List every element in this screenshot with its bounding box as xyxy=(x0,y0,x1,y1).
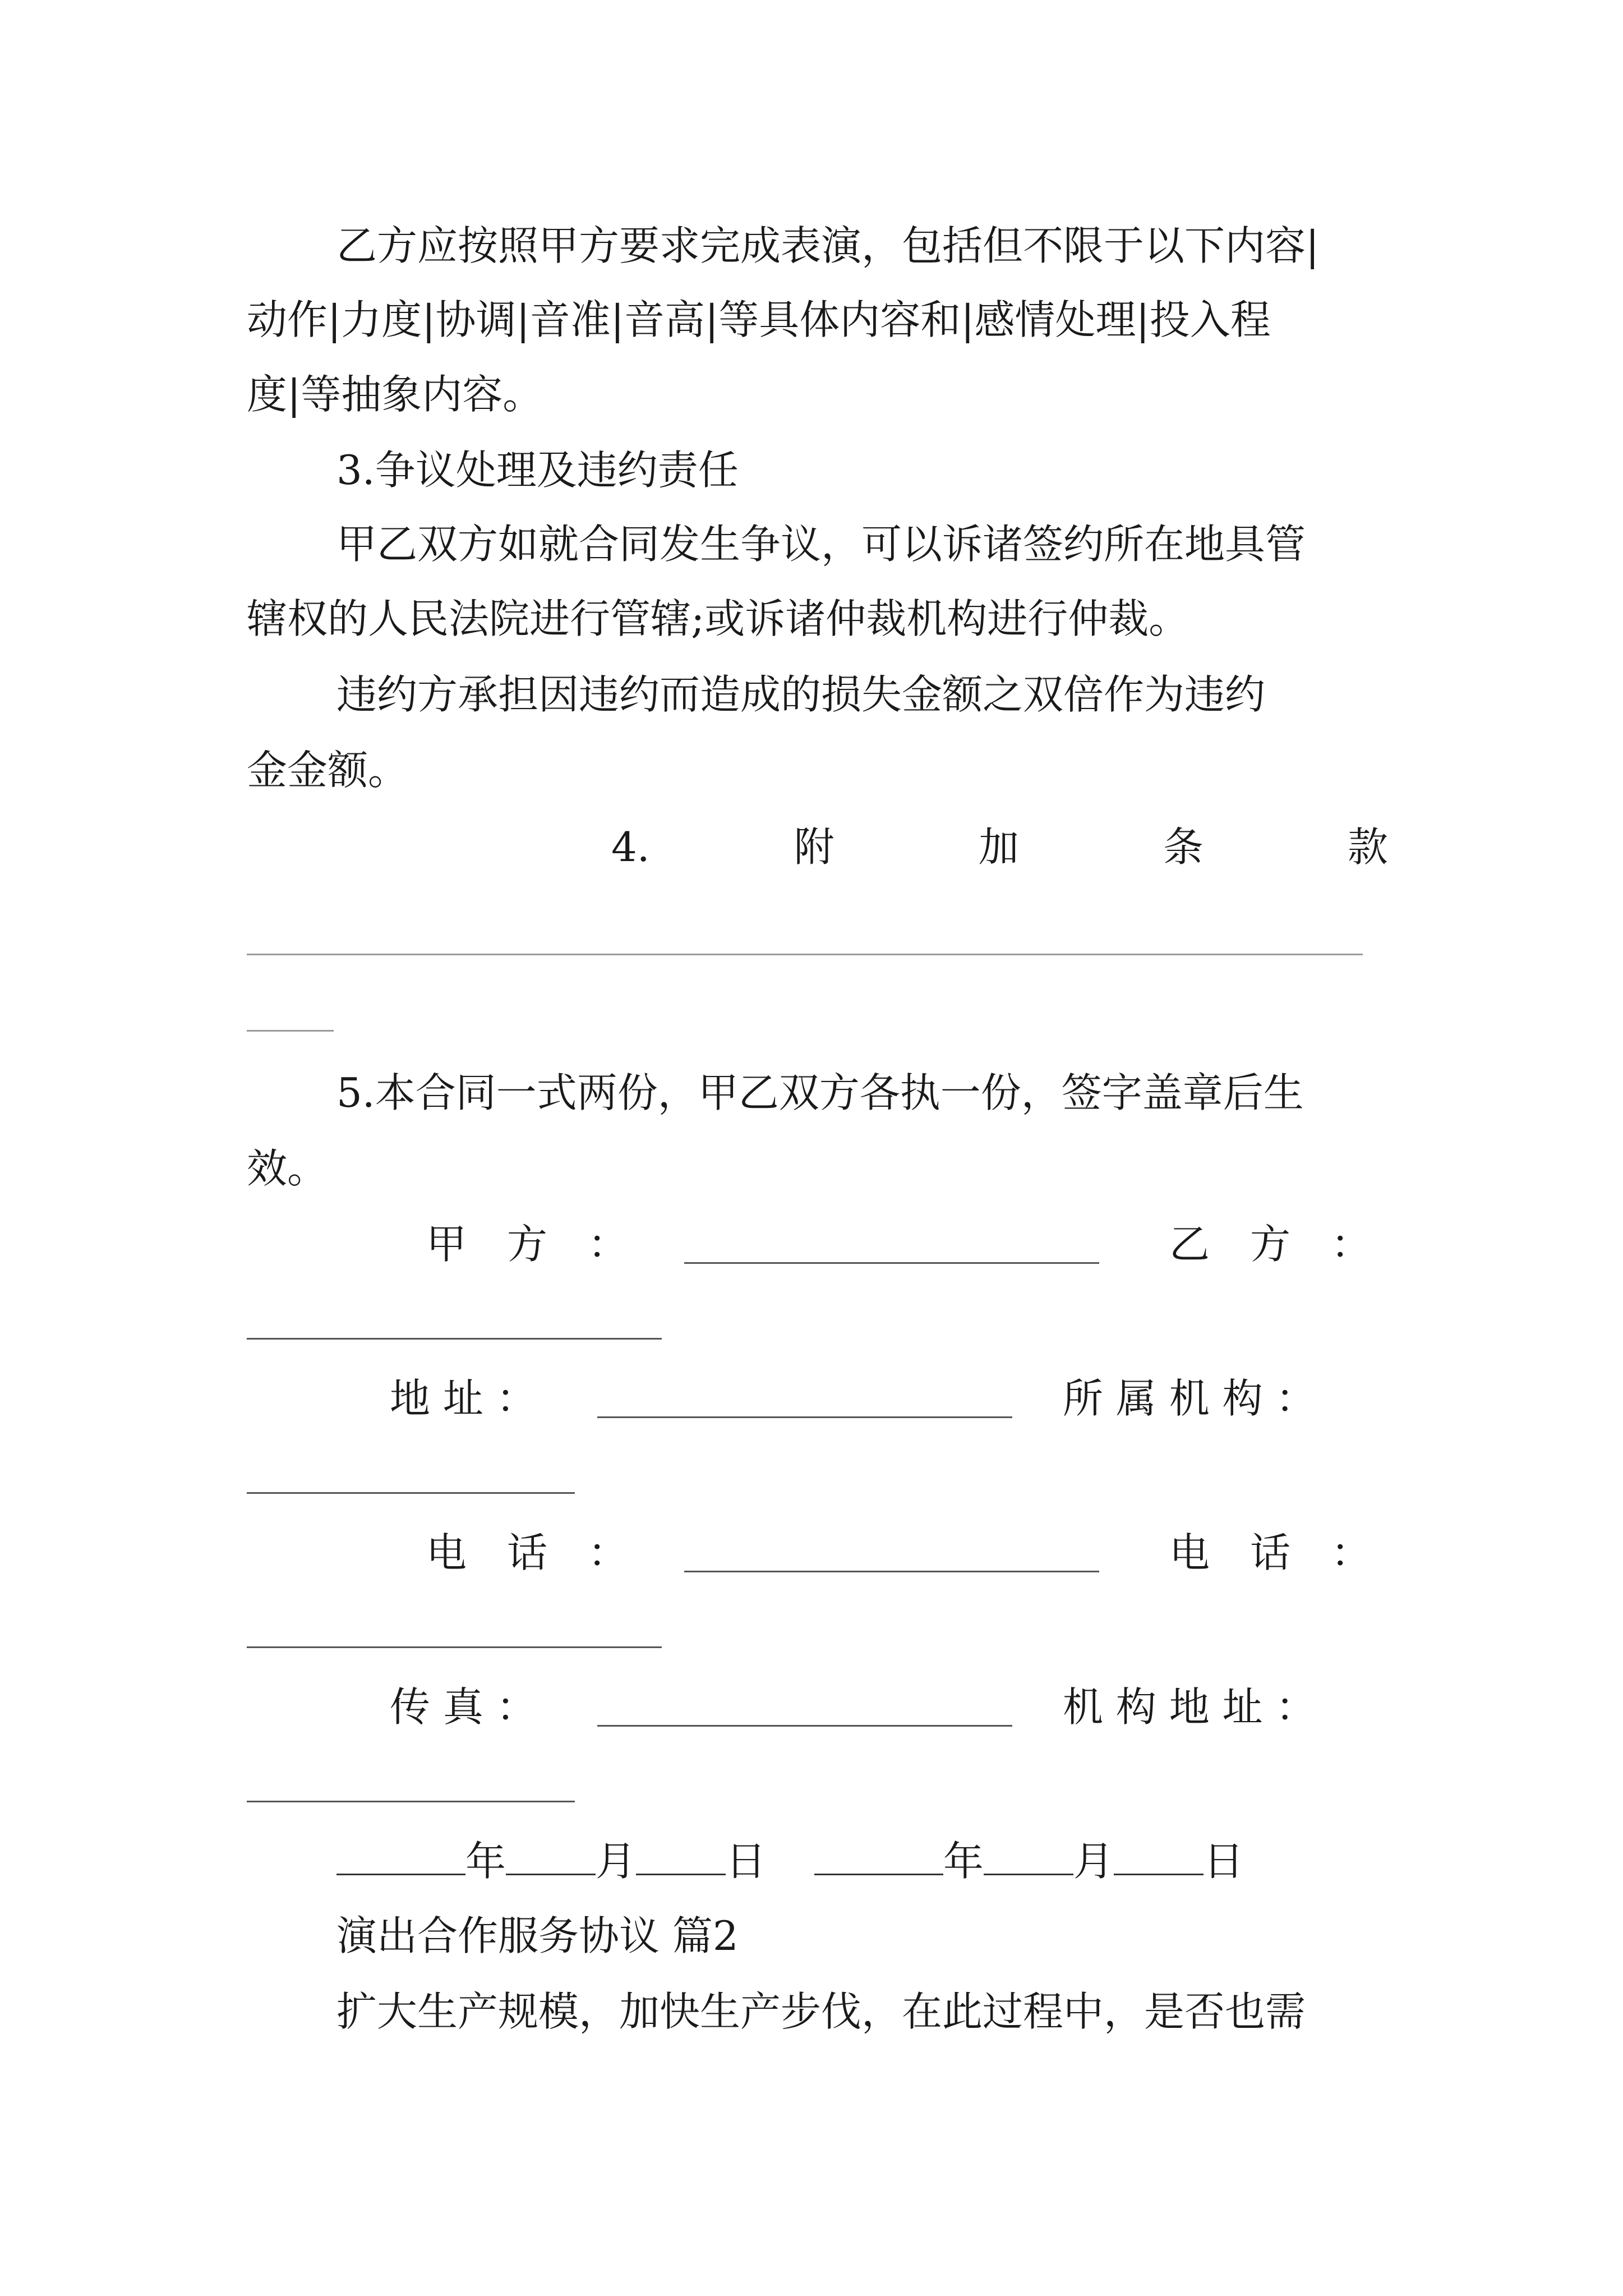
para2-line1: 甲乙双方如就合同发生争议，可以诉诸签约所在地具管 xyxy=(336,521,1306,568)
org-label: 所 属 机 构 ： xyxy=(1063,1375,1316,1422)
party-b-label: 乙 方 ： xyxy=(1169,1221,1372,1268)
fax-blank xyxy=(597,1725,1012,1727)
section4-title xyxy=(611,820,1388,874)
additional-terms-line-end xyxy=(247,1030,334,1032)
org-address-blank xyxy=(247,1801,575,1802)
month-label-a: 月 xyxy=(596,1838,637,1885)
phone-a-blank xyxy=(684,1571,1099,1572)
party-b-blank xyxy=(247,1338,662,1340)
year-blank-a xyxy=(336,1837,465,1875)
phone-b-blank xyxy=(247,1646,662,1648)
year-blank-b xyxy=(814,1837,943,1875)
year-label-a: 年 xyxy=(465,1838,506,1885)
para1-line2: 动作|力度|协调|音准|音高|等具体内容和|感情处理|投入程 xyxy=(247,296,1271,343)
month-label-b: 月 xyxy=(1073,1838,1114,1885)
year-label-b: 年 xyxy=(943,1838,984,1885)
org-address-label: 机 构 地 址 ： xyxy=(1063,1683,1316,1731)
section4-char-1: 附 xyxy=(794,823,834,871)
address-blank xyxy=(597,1416,1012,1418)
para1-line3: 度|等抽象内容。 xyxy=(247,371,543,418)
address-label: 地 址 ： xyxy=(390,1375,537,1422)
month-blank-a xyxy=(506,1837,596,1875)
org-blank xyxy=(247,1492,575,1494)
additional-terms-line xyxy=(247,954,1363,955)
phone-a-label: 电 话 ： xyxy=(426,1529,629,1576)
party-a-label: 甲 方 ： xyxy=(426,1221,629,1268)
para5-line2: 效。 xyxy=(247,1145,328,1192)
fax-label: 传 真 ： xyxy=(390,1683,537,1731)
next-para-line1: 扩大生产规模，加快生产步伐，在此过程中，是否也需 xyxy=(336,1988,1306,2035)
month-blank-b xyxy=(984,1837,1073,1875)
section4-char-4: 款 xyxy=(1347,823,1388,871)
phone-b-label: 电 话 ： xyxy=(1169,1529,1372,1576)
day-blank-b xyxy=(1114,1837,1204,1875)
section4-num: 4. xyxy=(611,823,650,871)
day-label-a: 日 xyxy=(726,1838,767,1885)
day-label-b: 日 xyxy=(1203,1838,1244,1885)
next-heading: 演出合作服务协议 篇2 xyxy=(336,1912,739,1959)
section4-char-3: 条 xyxy=(1163,823,1204,871)
para1-line1: 乙方应按照甲方要求完成表演，包括但不限于以下内容| xyxy=(336,222,1320,269)
day-blank-a xyxy=(636,1837,726,1875)
para3-line2: 金金额。 xyxy=(247,747,409,794)
section4-char-2: 加 xyxy=(978,823,1019,871)
date-row xyxy=(336,1834,1244,1888)
party-a-blank xyxy=(684,1262,1099,1264)
para5-line1: 5.本合同一式两份，甲乙双方各执一份，签字盖章后生 xyxy=(336,1069,1304,1116)
section3-title: 3.争议处理及违约责任 xyxy=(336,447,739,494)
para3-line1: 违约方承担因违约而造成的损失金额之双倍作为违约 xyxy=(336,671,1266,718)
para2-line2: 辖权的人民法院进行管辖;或诉诸仲裁机构进行仲裁。 xyxy=(247,595,1189,642)
